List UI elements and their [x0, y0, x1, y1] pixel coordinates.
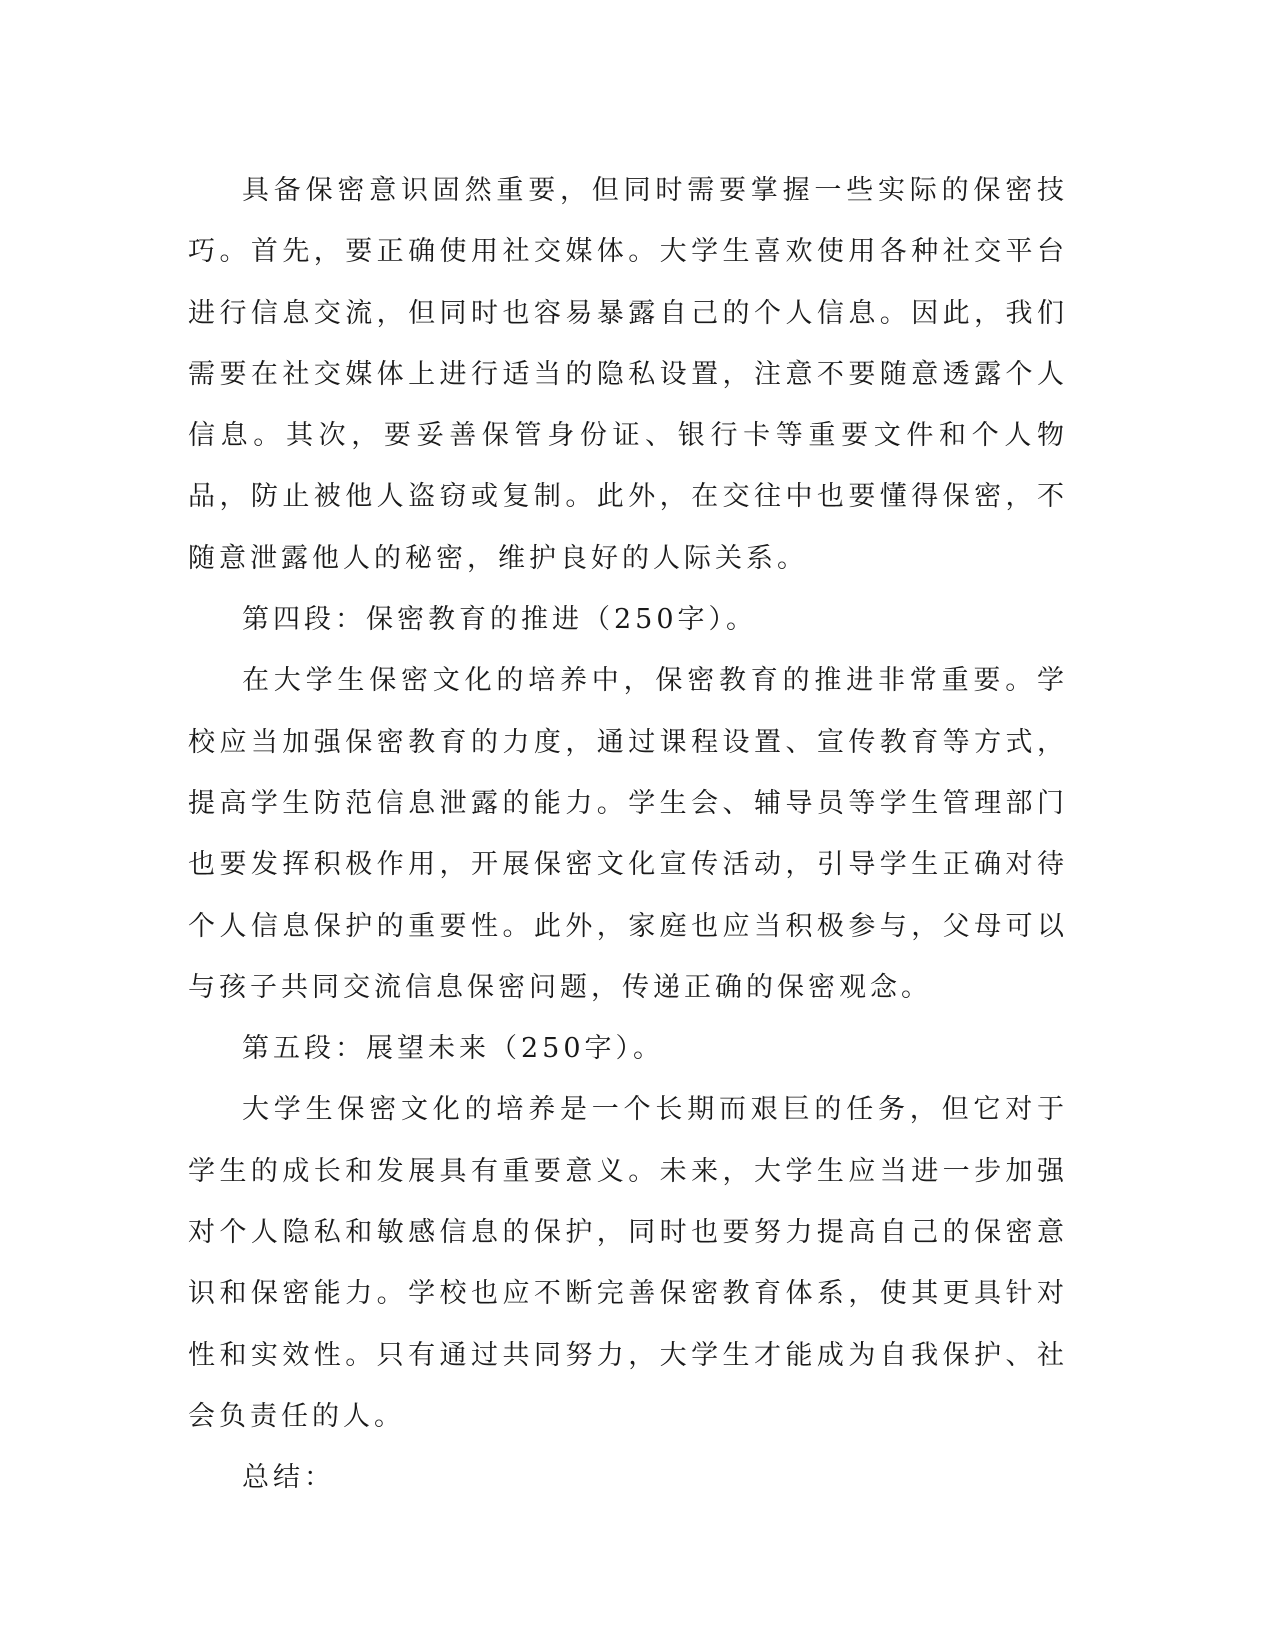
section-heading-5: 第五段：展望未来（250字）。	[242, 1033, 665, 1065]
paragraph-security-education: 在大学生保密文化的培养中，保密教育的推进非常重要。学校应当加强保密教育的力度，通过课程设置、宣传教育等方式，提高学生防范信息泄露的能力。学生会、辅导员等学生管理部门也要发挥积极作用，开展保密文化宣传活动，引导学生正确对待个人信息保护的重要性。此外，家庭也应当积极参与，父母可以与孩子共同交流信息保密问题，传递正确的保密观念。	[188, 665, 1068, 1003]
summary-heading: 总结：	[242, 1462, 335, 1494]
document-body	[188, 160, 1068, 1509]
paragraph-security-skills: 具备保密意识固然重要，但同时需要掌握一些实际的保密技巧。首先，要正确使用社交媒体。大学生喜欢使用各种社交平台进行信息交流，但同时也容易暴露自己的个人信息。因此，我们需要在社交媒体上进行适当的隐私设置，注意不要随意透露个人信息。其次，要妥善保管身份证、银行卡等重要文件和个人物品，防止被他人盗窃或复制。此外，在交往中也要懂得保密，不随意泄露他人的秘密，维护良好的人际关系。	[188, 175, 1068, 574]
section-heading-4: 第四段：保密教育的推进（250字）。	[242, 604, 758, 636]
paragraph-future-outlook: 大学生保密文化的培养是一个长期而艰巨的任务，但它对于学生的成长和发展具有重要意义。未来，大学生应当进一步加强对个人隐私和敏感信息的保护，同时也要努力提高自己的保密意识和保密能力。学校也应不断完善保密教育体系，使其更具针对性和实效性。只有通过共同努力，大学生才能成为自我保护、社会负责任的人。	[188, 1094, 1068, 1432]
